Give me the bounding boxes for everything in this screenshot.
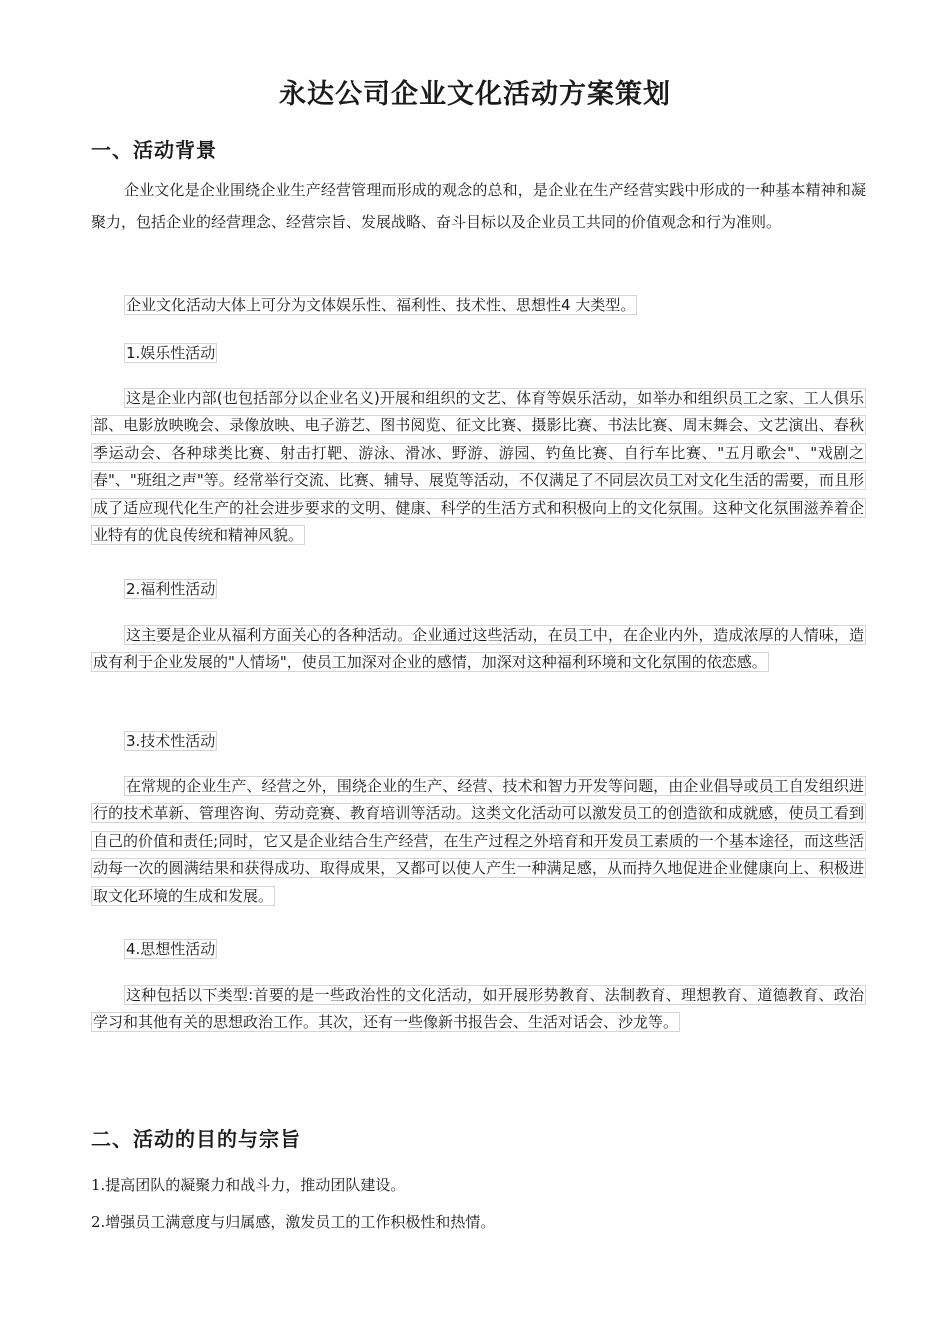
paragraph-ideological-text: 这种包括以下类型:首要的是一些政治性的文化活动，如开展形势教育、法制教育、理想教育、道德教育、政治学习和其他有关的思想政治工作。其次，还有一些像新书报告会、生活对话会、沙龙等。 (93, 986, 864, 1032)
paragraph-ideological (91, 982, 866, 1037)
purpose-item-1: 1.提高团队的凝聚力和战斗力，推动团队建设。 (91, 1176, 406, 1194)
paragraph-welfare-text: 这主要是企业从福利方面关心的各种活动。企业通过这些活动，在员工中，在企业内外，造成浓厚的人情味，造成有利于企业发展的"人情场"，使员工加深对企业的感情，加深对这种福利环境和文化氛围的依恋感。 (93, 626, 864, 672)
section-heading-purpose: 二、活动的目的与宗旨 (91, 1127, 301, 1151)
subheading-entertainment (124, 342, 217, 364)
paragraph-technical-text: 在常规的企业生产、经营之外，围绕企业的生产、经营、技术和智力开发等问题，由企业倡导或员工自发组织进行的技术革新、管理咨询、劳动竞赛、教育培训等活动。这类文化活动可以激发员工的创造欲和成就感，使员工看到自己的价值和责任;同时，它又是企业结合生产经营，在生产过程之外培育和开发员工素质的一个基本途径，而这些活动每一次的圆满结果和获得成功、取得成果，又都可以使人产生一种满足感，从而持久地促进企业健康向上、积极进取文化环境的生成和发展。 (93, 777, 864, 905)
types-summary-text: 企业文化活动大体上可分为文体娱乐性、福利性、技术性、思想性4 大类型。 (126, 296, 636, 314)
paragraph-technical (91, 773, 866, 910)
subheading-ideological-text: 4.思想性活动 (126, 940, 216, 958)
subheading-technical-text: 3.技术性活动 (126, 732, 216, 750)
intro-paragraph: 企业文化是企业围绕企业生产经营管理而形成的观念的总和，是企业在生产经营实践中形成的一种基本精神和凝聚力，包括企业的经营理念、经营宗旨、发展战略、奋斗目标以及企业员工共同的价值观念和行为准则。 (91, 181, 866, 231)
subheading-welfare-text: 2.福利性活动 (126, 580, 216, 598)
document-title: 永达公司企业文化活动方案策划 (279, 79, 671, 110)
purpose-item-2: 2.增强员工满意度与归属感，激发员工的工作积极性和热情。 (91, 1213, 496, 1231)
paragraph-entertainment (91, 385, 866, 549)
paragraph-welfare (91, 622, 866, 677)
subheading-entertainment-text: 1.娱乐性活动 (126, 344, 216, 362)
subheading-welfare (124, 578, 217, 600)
section-heading-background: 一、活动背景 (91, 138, 217, 162)
subheading-technical (124, 730, 217, 752)
paragraph-entertainment-text: 这是企业内部(也包括部分以企业名义)开展和组织的文艺、体育等娱乐活动，如举办和组织员工之家、工人俱乐部、电影放映晚会、录像放映、电子游艺、图书阅览、征文比赛、摄影比赛、书法比赛、周末舞会、文艺演出、春秋季运动会、各种球类比赛、射击打靶、游泳、滑冰、野游、游园、钓鱼比赛、自行车比赛、"五月歌会"、"戏剧之春"、"班组之声"等。经常举行交流、比赛、辅导、展览等活动，不仅满足了不同层次员工对文化生活的需要，而且形成了适应现代化生产的社会进步要求的文明、健康、科学的生活方式和积极向上的文化氛围。这种文化氛围滋养着企业特有的优良传统和精神风貌。 (93, 389, 864, 545)
subheading-ideological (124, 938, 217, 960)
types-summary (124, 294, 637, 316)
